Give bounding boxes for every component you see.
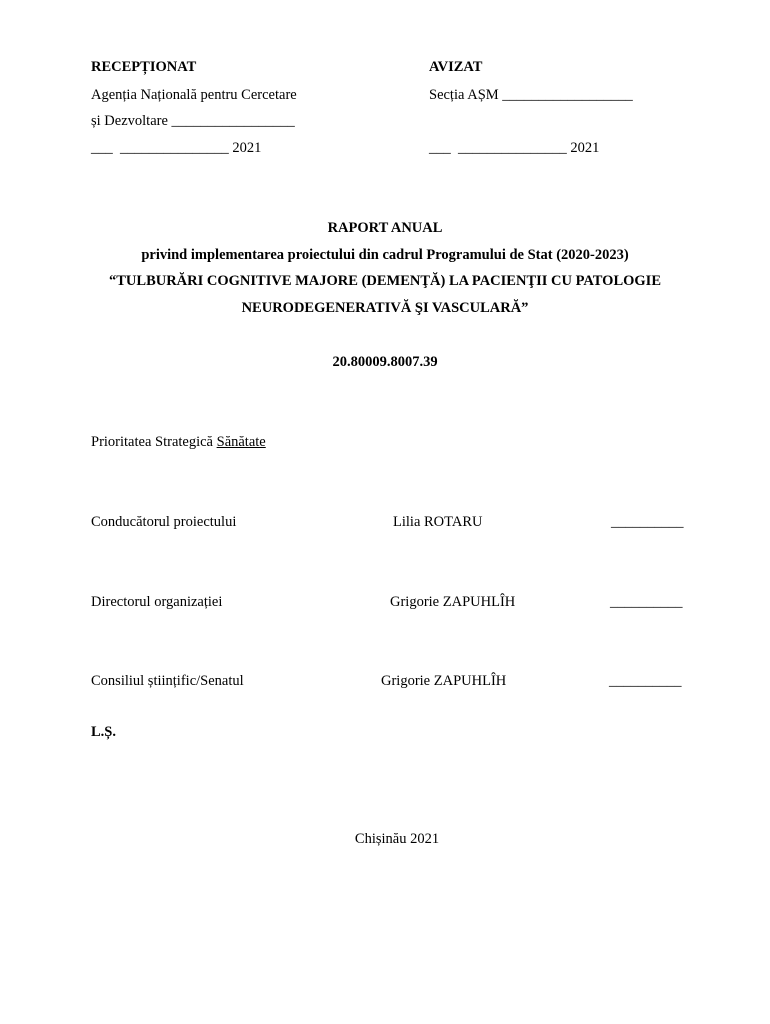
- receptionat-date-line: ___ _______________ 2021: [91, 140, 262, 156]
- project-title-line-2: NEURODEGENERATIVĂ ŞI VASCULARĂ”: [241, 300, 529, 316]
- agency-line-1: Agenția Națională pentru Cercetare: [91, 87, 297, 103]
- avizat-date-line: ___ _______________ 2021: [429, 140, 600, 156]
- priority-value: Sănătate: [216, 434, 266, 450]
- report-subtitle: privind implementarea proiectului din cadrul Programului de Stat (2020-2023): [141, 247, 629, 263]
- signature-name-director: Grigorie ZAPUHLÎH: [390, 594, 516, 610]
- priority-label: Prioritatea Strategică: [91, 434, 213, 450]
- agency-line-2: și Dezvoltare _________________: [91, 113, 295, 129]
- report-title: RAPORT ANUAL: [327, 220, 443, 236]
- signature-line-project-lead: __________: [611, 514, 684, 530]
- place-and-year: Chișinău 2021: [354, 831, 440, 847]
- stamp-placeholder: L.Ș.: [91, 724, 116, 740]
- project-title-line-1: “TULBURĂRI COGNITIVE MAJORE (DEMENŢĂ) LA PACIENŢII CU PATOLOGIE: [109, 273, 661, 289]
- signature-line-council: __________: [609, 673, 682, 689]
- signature-line-director: __________: [610, 594, 683, 610]
- section-asm-line: Secția AȘM __________________: [429, 87, 633, 103]
- signature-role-council: Consiliul științific/Senatul: [91, 673, 244, 689]
- signature-name-project-lead: Lilia ROTARU: [393, 514, 483, 530]
- avizat-title: AVIZAT: [429, 59, 483, 75]
- signature-name-council: Grigorie ZAPUHLÎH: [381, 673, 507, 689]
- signature-role-director: Directorul organizației: [91, 594, 223, 610]
- strategic-priority: [91, 434, 266, 451]
- receptionat-title: RECEPȚIONAT: [91, 59, 197, 75]
- signature-role-project-lead: Conducătorul proiectului: [91, 514, 237, 530]
- project-code: 20.80009.8007.39: [332, 354, 438, 370]
